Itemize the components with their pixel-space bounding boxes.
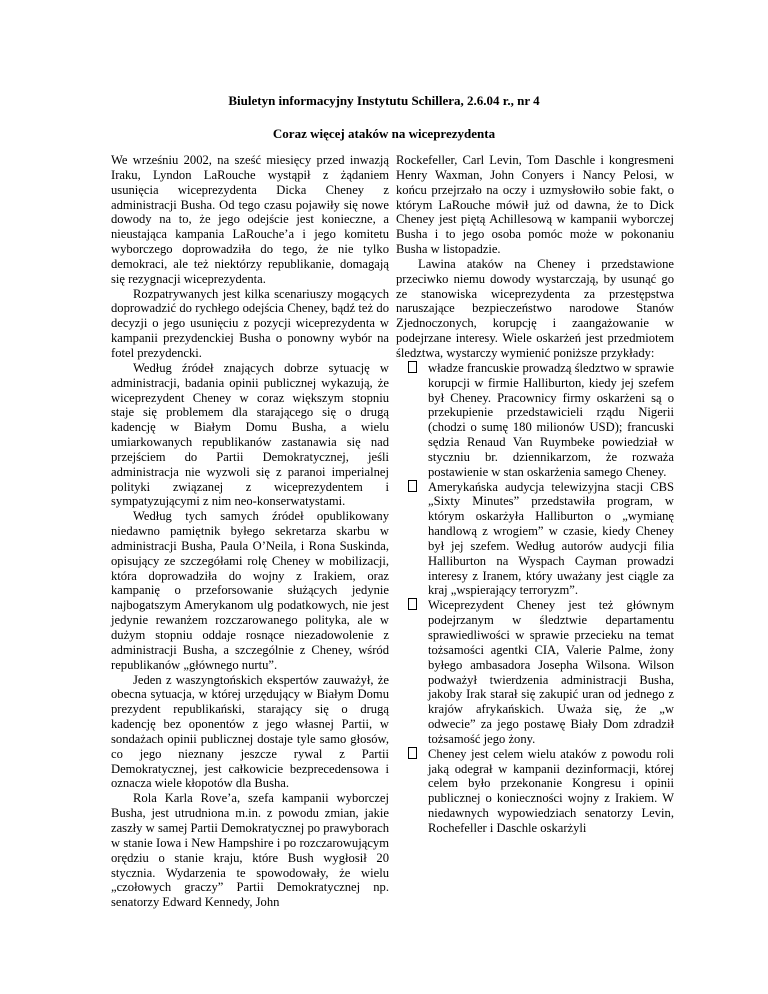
list-item <box>396 361 674 480</box>
paragraph: Według tych samych źródeł opublikowany niedawno pamiętnik byłego sekretarza skarbu w administracji Busha, Paula O’Neila, i Rona Suskinda, opisujący ze szczegółami rolę Cheney w mobilizacji, która doprowadziła do wojny z Irakiem, oraz kampanię o przeforsowanie służących jedynie najbogatszym Amerykanom ulg podatkowych, nie jest jedynie rewanżem rozczarowanego polityka, ale w dużym stopniu oddaje rosnące niezadowolenie z administracji Busha, a szczególnie z Cheney, wśród republikanów „głównego nurtu”. <box>111 509 389 672</box>
bullet-box-icon <box>396 480 428 599</box>
list-item-text: Cheney jest celem wielu ataków z powodu roli jaką odegrał w kampanii dezinformacji, której celem było przekonanie Kongresu i opinii publicznej o konieczności wojny z Irakiem. W niedawnych wypowiedziach senatorzy Levin, Rochefeller i Daschle oskarżyli <box>428 746 674 835</box>
paragraph: Rockefeller, Carl Levin, Tom Daschle i kongresmeni Henry Waxman, John Conyers i Nancy Pelosi, w końcu przejrzało na oczy i uzmysłowiło sobie fakt, o którym LaRouche mówił już od dawna, że to Dick Cheney jest piętą Achillesową w kampanii wyborczej Busha i to jego osoba pomóc może w pokonaniu Busha w listopadzie. <box>396 153 674 257</box>
bulletin-header: Biuletyn informacyjny Instytutu Schillera, 2.6.04 r., nr 4 <box>228 93 540 108</box>
article-title: Coraz więcej ataków na wiceprezydenta <box>272 126 496 141</box>
paragraph: Jeden z waszyngtońskich ekspertów zauważył, że obecna sytuacja, w której urzędujący w Białym Domu prezydent republikański, starający się o drugą kadencję bez oponentów z jego własnej Partii, w sondażach opinii publicznej dostaje tyle samo głosów, co jego nieznany jeszcze rywal z Partii Demokratycznej, jest całkowicie bezprecedensowa i oznacza wiele kłopotów dla Busha. <box>111 672 389 791</box>
list-item <box>396 747 674 836</box>
left-column <box>111 153 389 910</box>
paragraph: Lawina ataków na Cheney i przedstawione przeciwko niemu dowody wystarczają, by usunąć go ze stanowiska wiceprezydenta za przestępstwa naruszające bezpieczeństwo narodowe Stanów Zjednoczonych, korupcję i zaangażowanie w podejrzane interesy. Wiele oskarżeń jest przedmiotem śledztwa, wystarczy wymienić poniższe przykłady: <box>396 256 674 360</box>
bullet-box-icon <box>396 747 428 836</box>
list-item-text: władze francuskie prowadzą śledztwo w sprawie korupcji w firmie Halliburton, kiedy jej szefem był Cheney. Pracownicy firmy oskarżeni są o przekupienie przedstawicieli rządu Nigerii (chodzi o sumę 180 milionów USD); francuski sędzia Renaud Van Ruymbeke powiedział w styczniu br. dziennikarzom, że rozważa postawienie w stan oskarżenia samego Cheney. <box>428 360 674 479</box>
list-item-text: Wiceprezydent Cheney jest też głównym podejrzanym w śledztwie departamentu sprawiedliwości w sprawie przecieku na temat tożsamości agentki CIA, Valerie Palme, żony byłego ambasadora Josepha Wilsona. Wilson podważył twierdzenia administracji Busha, jakoby Irak starał się zakupić uran od jednego z krajów afrykańskich. Uważa się, że „w odwecie” za jego postawę Biały Dom zdradził tożsamość jego żony. <box>428 598 674 746</box>
list-item <box>396 598 674 746</box>
paragraph: Rozpatrywanych jest kilka scenariuszy mogących doprowadzić do rychłego odejścia Cheney, bądź też do decyzji o jego usunięciu z pozycji wiceprezydenta w kampanii prezydenckiej Busha o ponowny wybór na fotel prezydencki. <box>111 286 389 360</box>
paragraph: Według źródeł znających dobrze sytuację w administracji, badania opinii publicznej wykazują, że wiceprezydent Cheney w coraz większym stopniu staje się problemem dla starającego się o drugą kadencję w Białym Domu Busha, a wielu umiarkowanych republikanów zastanawia się nad przejściem do Partii Demokratycznej, jeśli administracja nie wyzwoli się z paranoi imperialnej polityki związanej z wiceprezydentem i sympatyzującymi z nim neo-konserwatystami. <box>111 360 389 509</box>
paragraph: We wrześniu 2002, na sześć miesięcy przed inwazją Iraku, Lyndon LaRouche wystąpił z żądaniem usunięcia wiceprezydenta Dicka Cheney z administracji Busha. Od tego czasu pojawiły się nowe dowody na to, że jego odejście jest konieczne, a nieustająca kampania LaRouche’a i jego komitetu wyborczego doprowadziła do tego, że nie tylko demokraci, ale też niektórzy republikanie, domagają się rezygnacji wiceprezydenta. <box>111 153 389 286</box>
list-item-text: Amerykańska audycja telewizyjna stacji CBS „Sixty Minutes” przedstawiła program, w którym oskarżyła Halliburton o „wymianę handlową z wrogiem” w czasie, kiedy Cheney był jej szefem. Według autorów audycji filia Halliburton na Wyspach Cayman prowadzi interesy z Iranem, który uważany jest ciągle za kraj „wspierający terroryzm”. <box>428 479 674 598</box>
bullet-box-icon <box>396 361 428 480</box>
list-item <box>396 480 674 599</box>
right-column <box>396 153 674 836</box>
bullet-box-icon <box>396 598 428 746</box>
paragraph: Rola Karla Rove’a, szefa kampanii wyborczej Busha, jest utrudniona m.in. z powodu zmian, jakie zaszły w samej Partii Demokratycznej po prawyborach w stanie Iowa i New Hampshire i po rozczarowującym orędziu o stanie kraju, które Bush wygłosił 20 stycznia. Wydarzenia te spowodowały, że wielu „czołowych graczy” Partii Demokratycznej np. senatorzy Edward Kennedy, John <box>111 791 389 910</box>
